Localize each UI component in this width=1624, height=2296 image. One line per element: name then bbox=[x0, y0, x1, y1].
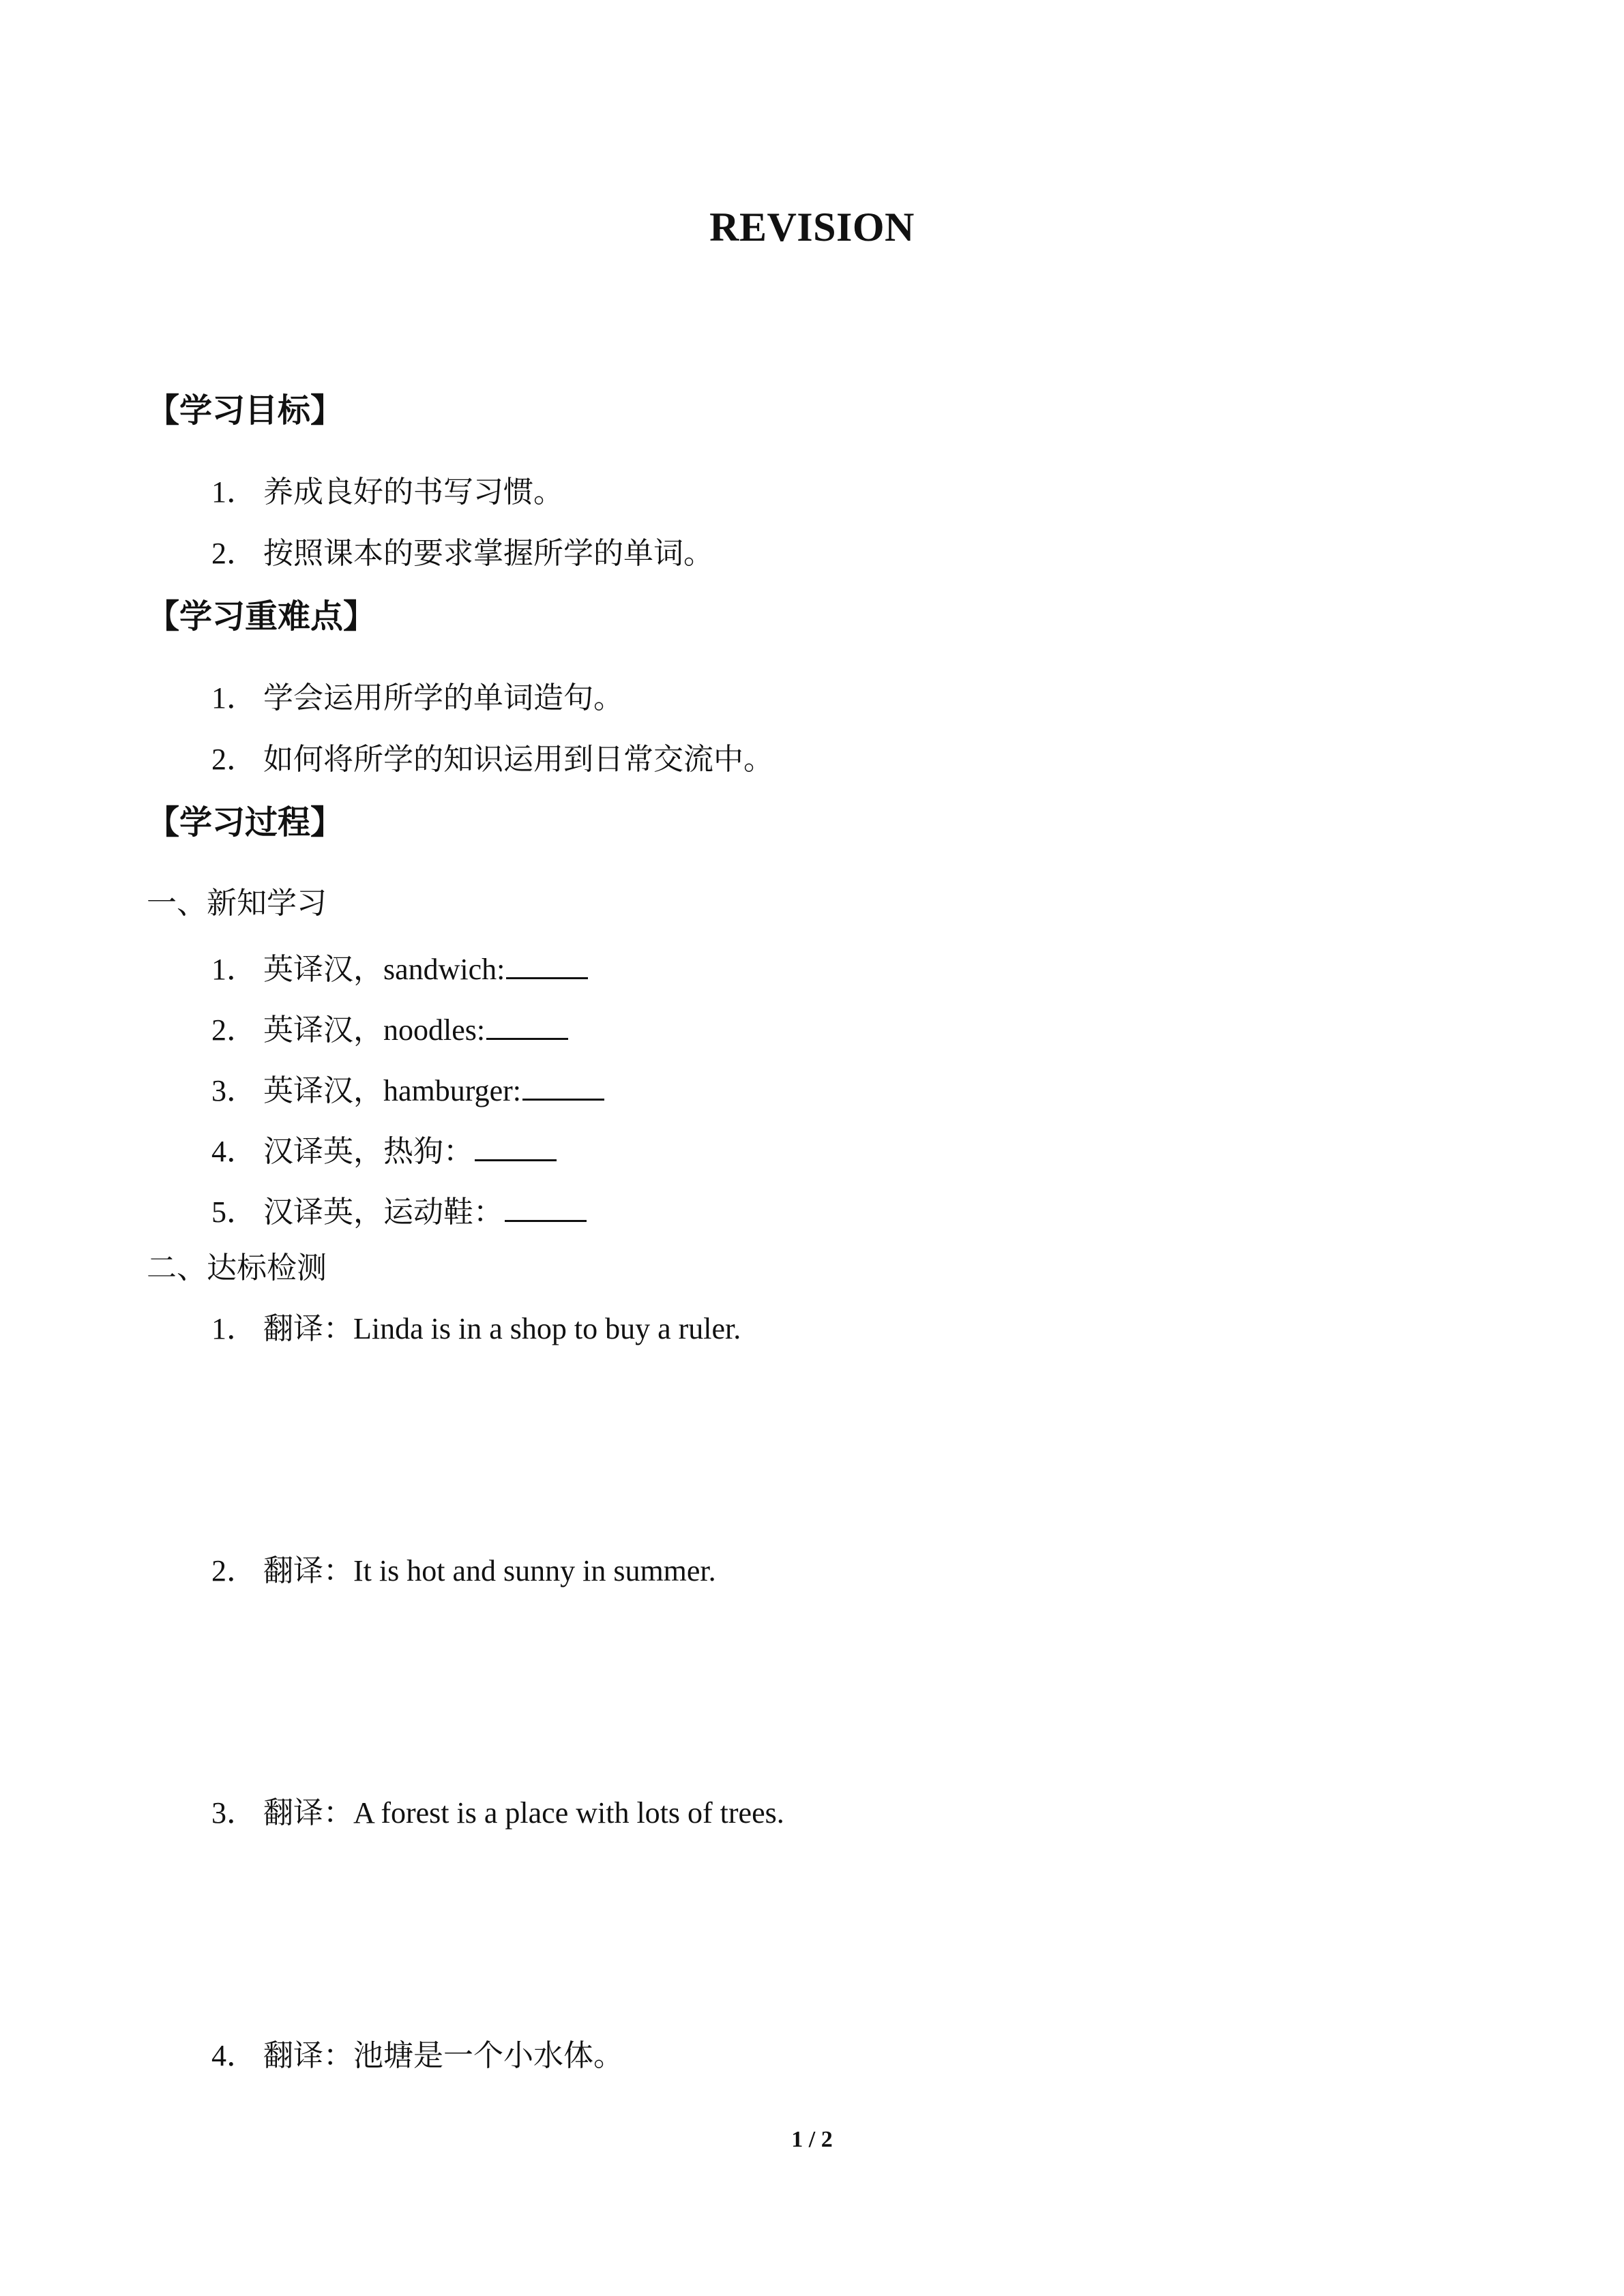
key-point-item bbox=[211, 745, 773, 775]
item-number: 1． bbox=[211, 1312, 256, 1345]
vocab-item bbox=[211, 1132, 557, 1167]
item-text: 英译汉，noodles: bbox=[263, 1013, 486, 1047]
translation-item bbox=[211, 1798, 784, 1828]
vocab-item bbox=[211, 950, 588, 985]
vocab-item bbox=[211, 1071, 604, 1106]
answer-blank bbox=[506, 950, 588, 979]
item-number: 4． bbox=[211, 2039, 256, 2072]
section-heading-key-points: 【学习重难点】 bbox=[147, 597, 377, 636]
item-text: 翻译：A forest is a place with lots of trees. bbox=[263, 1796, 784, 1830]
item-number: 5． bbox=[211, 1195, 256, 1229]
translation-item bbox=[211, 1556, 716, 1586]
key-point-item bbox=[211, 683, 623, 713]
item-number: 1． bbox=[211, 681, 256, 715]
item-text: 翻译：池塘是一个小水体。 bbox=[263, 2039, 623, 2072]
item-text: 如何将所学的知识运用到日常交流中。 bbox=[263, 743, 773, 776]
item-number: 3． bbox=[211, 1796, 256, 1830]
vocab-item bbox=[211, 1011, 568, 1045]
answer-blank bbox=[486, 1011, 568, 1040]
item-number: 1． bbox=[211, 953, 256, 986]
section-heading-objectives: 【学习目标】 bbox=[147, 391, 344, 430]
page-title: REVISION bbox=[709, 205, 915, 250]
translation-item bbox=[211, 2041, 623, 2071]
item-text: 翻译：Linda is in a shop to buy a ruler. bbox=[263, 1312, 741, 1345]
item-number: 3． bbox=[211, 1074, 256, 1107]
section-heading-process: 【学习过程】 bbox=[147, 803, 344, 841]
objective-item bbox=[211, 539, 713, 569]
answer-blank bbox=[505, 1193, 587, 1222]
page-number: 1 / 2 bbox=[791, 2127, 833, 2152]
item-number: 1． bbox=[211, 475, 256, 509]
item-number: 2． bbox=[211, 537, 256, 570]
item-text: 汉译英，热狗： bbox=[263, 1135, 473, 1168]
item-number: 2． bbox=[211, 1554, 256, 1587]
item-number: 2． bbox=[211, 743, 256, 776]
answer-blank bbox=[475, 1132, 557, 1161]
vocab-item bbox=[211, 1193, 587, 1227]
item-text: 英译汉，sandwich: bbox=[263, 953, 505, 986]
item-text: 学会运用所学的单词造句。 bbox=[263, 681, 623, 715]
answer-blank bbox=[522, 1071, 604, 1101]
item-number: 2． bbox=[211, 1013, 256, 1047]
part-title-assessment: 二、达标检测 bbox=[147, 1251, 327, 1285]
part-title-new-learning: 一、新知学习 bbox=[147, 886, 327, 920]
objective-item bbox=[211, 477, 563, 507]
item-text: 按照课本的要求掌握所学的单词。 bbox=[263, 537, 713, 570]
item-text: 翻译：It is hot and sunny in summer. bbox=[263, 1554, 716, 1587]
item-text: 英译汉，hamburger: bbox=[263, 1074, 522, 1107]
translation-item bbox=[211, 1314, 741, 1344]
item-text: 汉译英，运动鞋： bbox=[263, 1195, 503, 1229]
item-number: 4． bbox=[211, 1135, 256, 1168]
item-text: 养成良好的书写习惯。 bbox=[263, 475, 563, 509]
